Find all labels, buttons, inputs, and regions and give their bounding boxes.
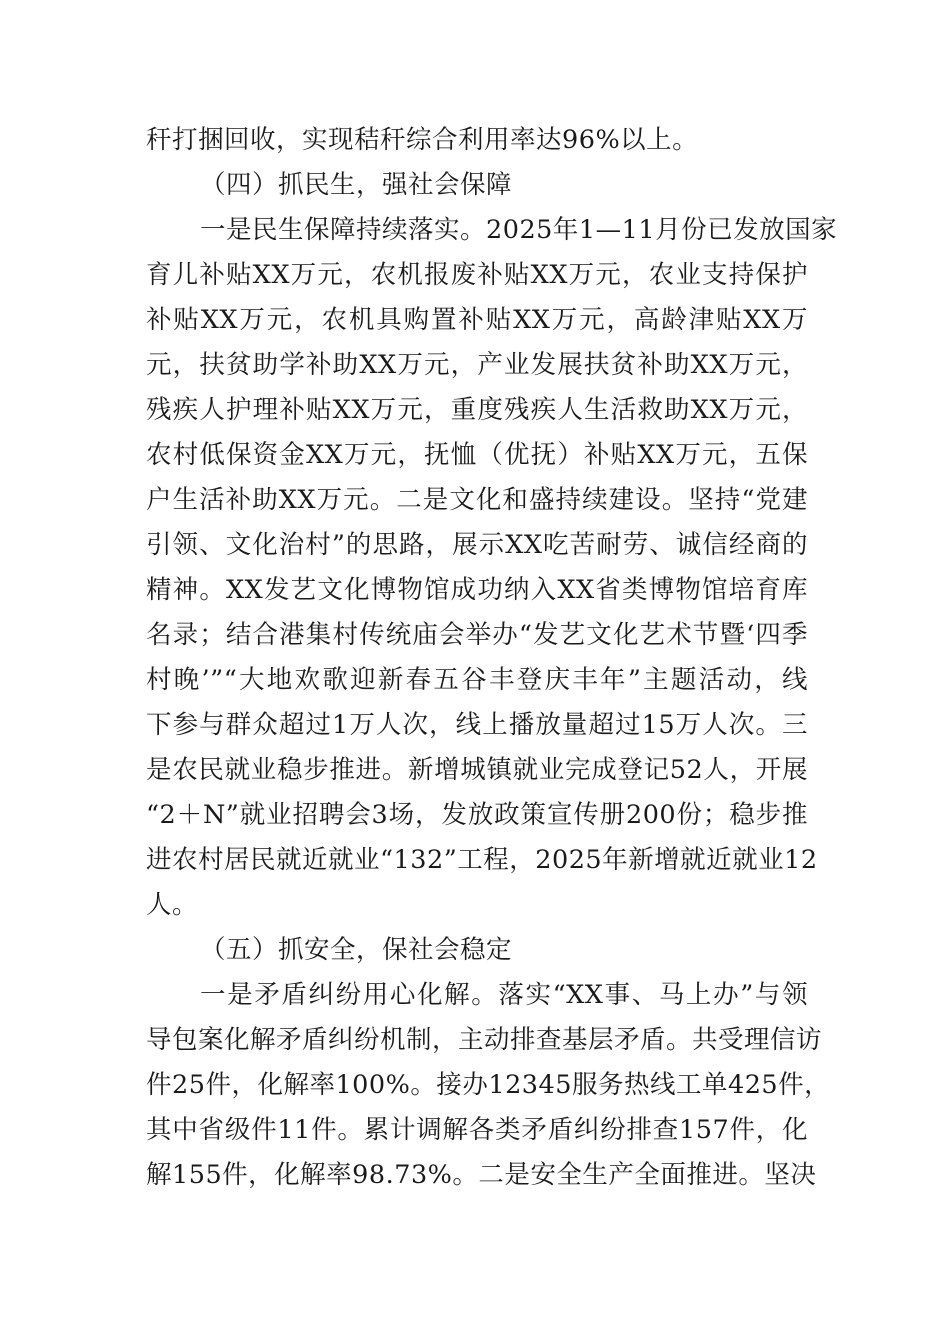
paragraph-line: 元，扶贫助学补助XX万元，产业发展扶贫补助XX万元， — [146, 350, 808, 380]
paragraph-line: 名录；结合港集村传统庙会举办“发艺文化艺术节暨‘四季 — [146, 620, 808, 650]
paragraph-line: 一是民生保障持续落实。2025年1—11月份已发放国家 — [200, 215, 838, 245]
document-page — [146, 118, 838, 1198]
paragraph-line: 村晚’”“大地欢歌迎新春五谷丰登庆丰年”主题活动，线 — [146, 665, 808, 695]
paragraph-line: “2＋N”就业招聘会3场，发放政策宣传册200份；稳步推 — [146, 800, 808, 830]
section-heading-five: （五）抓安全，保社会稳定 — [200, 935, 513, 965]
paragraph-line: 补贴XX万元，农机具购置补贴XX万元，高龄津贴XX万 — [146, 305, 808, 335]
paragraph-line: 人。 — [146, 890, 199, 920]
paragraph-line: 引领、文化治村”的思路，展示XX吃苦耐劳、诚信经商的 — [146, 530, 808, 560]
paragraph-line: 进农村居民就近就业“132”工程，2025年新增就近就业12 — [146, 845, 818, 875]
paragraph-line: 户生活补助XX万元。二是文化和盛持续建设。坚持“党建 — [146, 485, 808, 515]
paragraph-line: 是农民就业稳步推进。新增城镇就业完成登记52人，开展 — [146, 755, 808, 785]
paragraph-line: 秆打捆回收，实现秸秆综合利用率达96%以上。 — [146, 125, 699, 155]
paragraph-line: 残疾人护理补贴XX万元，重度残疾人生活救助XX万元， — [146, 395, 808, 425]
section-heading-four: （四）抓民生，强社会保障 — [200, 170, 513, 200]
paragraph-line: 农村低保资金XX万元，抚恤（优抚）补贴XX万元，五保 — [146, 440, 808, 470]
paragraph-line: 下参与群众超过1万人次，线上播放量超过15万人次。三 — [146, 710, 808, 740]
paragraph-line: 解155件，化解率98.73%。二是安全生产全面推进。坚决 — [146, 1160, 817, 1190]
paragraph-line: 件25件，化解率100%。接办12345服务热线工单425件， — [146, 1070, 831, 1100]
paragraph-line: 精神。XX发艺文化博物馆成功纳入XX省类博物馆培育库 — [146, 575, 808, 605]
paragraph-line: 导包案化解矛盾纠纷机制，主动排查基层矛盾。共受理信访 — [146, 1025, 823, 1055]
paragraph-line: 一是矛盾纠纷用心化解。落实“XX事、马上办”与领 — [200, 980, 808, 1010]
paragraph-line: 育儿补贴XX万元，农机报废补贴XX万元，农业支持保护 — [146, 260, 808, 290]
paragraph-line: 其中省级件11件。累计调解各类矛盾纠纷排查157件，化 — [146, 1115, 808, 1145]
